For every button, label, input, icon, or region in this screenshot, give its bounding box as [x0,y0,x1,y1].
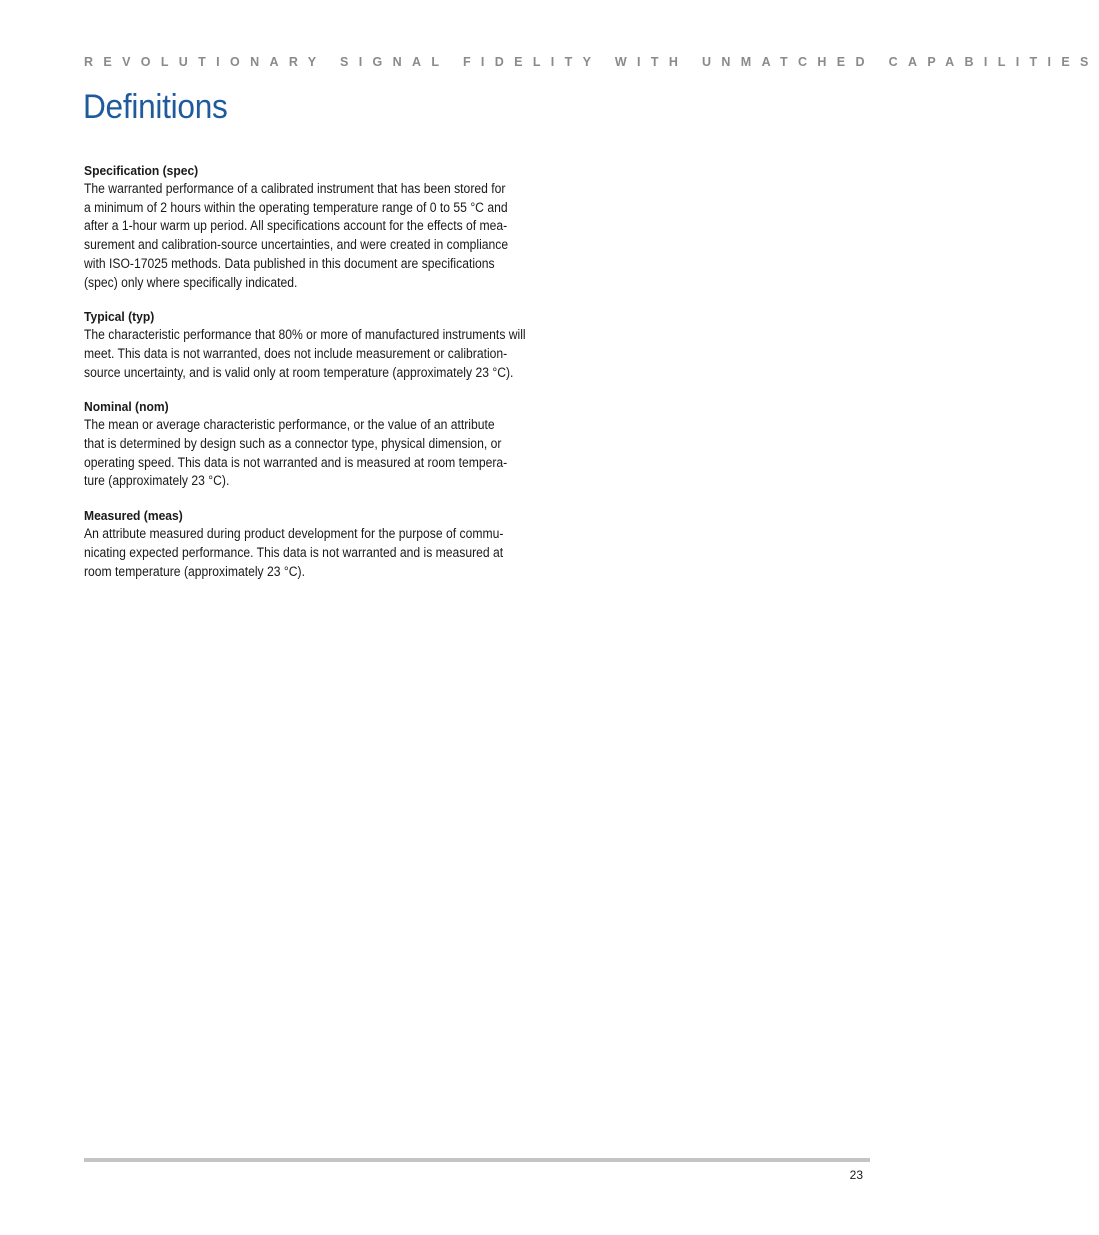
definition-typ [84,308,604,382]
page-title: Definitions [83,88,228,126]
definition-text-line: nicating expected performance. This data is not warranted and is measured at [84,544,504,560]
definition-text-line: with ISO-17025 methods. Data published in this document are specifications [84,255,495,271]
definition-text-line: room temperature (approximately 23 °C). [84,563,305,579]
definition-term: Measured (meas) [84,508,183,524]
definition-text-line: a minimum of 2 hours within the operating temperature range of 0 to 55 °C and [84,199,508,215]
definition-spec [84,162,604,292]
definition-text-line: operating speed. This data is not warranted and is measured at room tempera- [84,454,508,470]
definition-text-line: The warranted performance of a calibrated instrument that has been stored for [84,181,506,196]
definition-term: Nominal (nom) [84,399,169,415]
definition-text-line: The characteristic performance that 80% or more of manufactured instruments will [84,327,526,343]
definition-text-line: source uncertainty, and is valid only at room temperature (approximately 23 °C). [84,364,514,380]
definition-text-line: meet. This data is not warranted, does not include measurement or calibration- [84,345,508,361]
page-number: 23 [849,1168,863,1182]
running-header: REVOLUTIONARY SIGNAL FIDELITY WITH UNMATCHED CAPABILITIES [84,55,1099,69]
definition-text-line: The mean or average characteristic performance, or the value of an attribute [84,417,495,433]
definition-text-line: that is determined by design such as a connector type, physical dimension, or [84,436,502,452]
definition-text-line: after a 1-hour warm up period. All specifications account for the effects of mea- [84,218,508,234]
definition-nom [84,398,604,491]
definition-meas [84,507,604,581]
definition-text-line: surement and calibration-source uncertainties, and were created in compliance [84,237,509,253]
definition-term: Specification (spec) [84,163,199,178]
definition-text-line: ture (approximately 23 °C). [84,473,230,489]
footer-divider [84,1158,870,1162]
definition-term: Typical (typ) [84,309,155,325]
definitions-list [84,162,604,597]
definition-text-line: (spec) only where specifically indicated. [84,274,298,290]
definition-text-line: An attribute measured during product development for the purpose of commu- [84,526,504,542]
